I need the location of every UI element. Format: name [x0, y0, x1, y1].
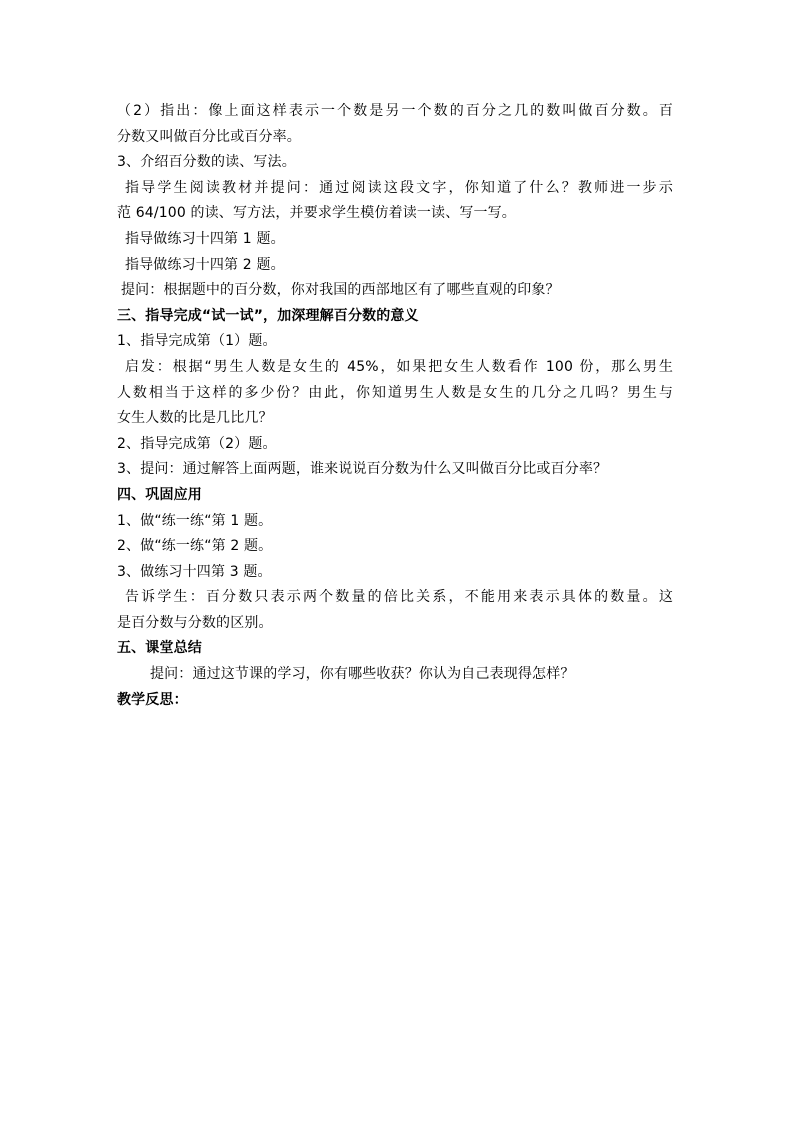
list-item: 3、做练习十四第 3 题。: [117, 563, 272, 580]
paragraph-line: 启发：根据“男生人数是女生的 45%，如果把女生人数看作 100 份，那么男生: [125, 358, 673, 375]
paragraph-line: 指导学生阅读教材并提问：通过阅读这段文字，你知道了什么？教师进一步示: [125, 179, 673, 196]
list-item: 1、指导完成第（1）题。: [117, 333, 277, 350]
paragraph-line: 人数相当于这样的多少份？由此，你知道男生人数是女生的几分之几吗？男生与: [117, 384, 673, 401]
list-item: 2、做“练一练“第 2 题。: [117, 538, 273, 555]
list-item: 3、提问：通过解答上面两题，谁来说说百分数为什么又叫做百分比或百分率？: [117, 461, 608, 478]
section-heading: 三、指导完成“试一试”，加深理解百分数的意义: [117, 307, 419, 324]
paragraph-line: 告诉学生：百分数只表示两个数量的倍比关系，不能用来表示具体的数量。这: [125, 589, 673, 606]
list-item: 指导做练习十四第 2 题。: [125, 256, 285, 273]
paragraph-line: （2）指出：像上面这样表示一个数是另一个数的百分之几的数叫做百分数。百: [117, 103, 673, 119]
document-page: [117, 99, 677, 713]
section-heading: 五、课堂总结: [117, 640, 202, 657]
list-item: 指导做练习十四第 1 题。: [125, 230, 285, 247]
paragraph-line: 提问：通过这节课的学习，你有哪些收获？你认为自己表现得怎样？: [150, 666, 575, 683]
section-heading: 教学反思：: [117, 691, 188, 708]
list-item: 2、指导完成第（2）题。: [117, 435, 277, 452]
paragraph-line: 提问：根据题中的百分数，你对我国的西部地区有了哪些直观的印象？: [121, 282, 560, 299]
paragraph-line: 女生人数的比是几比几？: [117, 410, 273, 427]
list-item: 1、做“练一练“第 1 题。: [117, 512, 273, 529]
paragraph-line: 是百分数与分数的区别。: [117, 614, 273, 631]
paragraph-line: 范 64/100 的读、写方法，并要求学生模仿着读一读、写一写。: [117, 205, 516, 222]
paragraph-line: 分数又叫做百分比或百分率。: [117, 128, 301, 145]
section-heading: 四、巩固应用: [117, 486, 202, 503]
list-item: 3、介绍百分数的读、写法。: [117, 154, 296, 171]
